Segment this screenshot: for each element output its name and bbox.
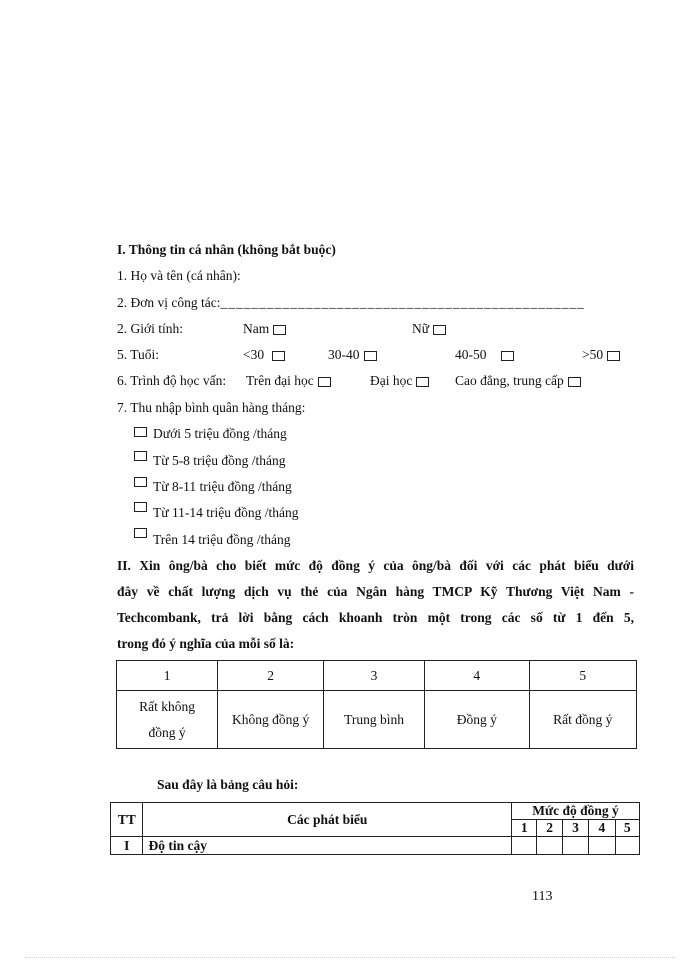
scale-number-row: [117, 661, 637, 691]
age-option-4[interactable]: [582, 347, 620, 363]
income-option-5[interactable]: [134, 532, 291, 548]
rating-cell[interactable]: [512, 837, 537, 855]
income-option-4[interactable]: [134, 505, 299, 521]
income-option-5-label: Trên 14 triệu đồng /tháng: [153, 532, 291, 547]
level-header: 4: [589, 820, 615, 837]
income-option-2[interactable]: [134, 453, 286, 469]
income-option-4-label: Từ 11-14 triệu đồng /tháng: [153, 505, 299, 520]
checkbox-icon[interactable]: [273, 325, 286, 335]
section2-line-1: II. Xin ông/bà cho biết mức độ đồng ý của ông/bà đối với các phát biểu dưới: [117, 558, 634, 573]
rating-cell[interactable]: [615, 837, 639, 855]
income-option-3[interactable]: [134, 479, 292, 495]
section2-line-4: trong đó ý nghĩa của mỗi số là:: [117, 636, 295, 651]
education-option-1-label: Trên đại học: [246, 373, 314, 388]
age-option-3-label: 40-50: [455, 347, 487, 362]
education-option-3-label: Cao đẳng, trung cấp: [455, 373, 564, 388]
section2-line-2: đây về chất lượng dịch vụ thẻ của Ngân hàng TMCP Kỹ Thương Việt Nam -: [117, 584, 634, 599]
rating-cell[interactable]: [589, 837, 615, 855]
row-statement: Độ tin cậy: [143, 837, 512, 855]
age-option-2-label: 30-40: [328, 347, 360, 362]
scale-number: 5: [529, 661, 636, 691]
checkbox-icon[interactable]: [364, 351, 377, 361]
level-header: 1: [512, 820, 537, 837]
questionnaire-intro: Sau đây là bảng câu hỏi:: [157, 777, 299, 792]
row-tt: I: [111, 837, 143, 855]
education-option-1[interactable]: [246, 373, 331, 389]
checkbox-icon[interactable]: [433, 325, 446, 335]
checkbox-icon[interactable]: [134, 451, 147, 461]
workplace-label: 2. Đơn vị công tác:: [117, 295, 221, 310]
checkbox-icon[interactable]: [134, 477, 147, 487]
age-label: 5. Tuổi:: [117, 347, 160, 362]
rating-cell[interactable]: [562, 837, 588, 855]
col-agreement-header: Mức độ đồng ý: [512, 803, 640, 820]
scale-number: 1: [117, 661, 218, 691]
scale-label: Rất đồng ý: [529, 691, 636, 749]
scale-label-row: [117, 691, 637, 749]
scale-number: 3: [324, 661, 425, 691]
level-header: 2: [537, 820, 562, 837]
scale-number: 2: [218, 661, 324, 691]
scale-label: Không đồng ý: [218, 691, 324, 749]
income-option-1-label: Dưới 5 triệu đồng /tháng: [153, 426, 287, 441]
scale-number: 4: [424, 661, 529, 691]
checkbox-icon[interactable]: [318, 377, 331, 387]
rating-cell[interactable]: [537, 837, 562, 855]
income-option-1[interactable]: [134, 426, 287, 442]
income-label: 7. Thu nhập bình quân hàng tháng:: [117, 400, 306, 415]
checkbox-icon[interactable]: [501, 351, 514, 361]
scale-label: Rất không đồng ý: [117, 691, 218, 749]
education-option-2-label: Đại học: [370, 373, 413, 388]
gender-option-male-label: Nam: [243, 321, 270, 336]
checkbox-icon[interactable]: [607, 351, 620, 361]
workplace-blank[interactable]: _______________________________________________: [220, 295, 585, 310]
scale-label: Đồng ý: [424, 691, 529, 749]
section2-line-3: Techcombank, trả lời bằng cách khoanh tròn một trong các số từ 1 đến 5,: [117, 610, 634, 625]
checkbox-icon[interactable]: [134, 502, 147, 512]
gender-option-male[interactable]: [243, 321, 286, 337]
name-field-label: 1. Họ và tên (cá nhân):: [117, 268, 241, 283]
level-header: 5: [615, 820, 639, 837]
workplace-field: [117, 295, 585, 311]
age-option-3[interactable]: [455, 347, 514, 363]
age-option-1-label: <30: [243, 347, 265, 362]
gender-label: 2. Giới tính:: [117, 321, 184, 336]
education-option-2[interactable]: [370, 373, 429, 389]
col-statements-header: Các phát biểu: [143, 803, 512, 837]
col-tt-header: TT: [111, 803, 143, 837]
gender-option-female-label: Nữ: [412, 321, 430, 336]
education-option-3[interactable]: [455, 373, 581, 389]
checkbox-icon[interactable]: [134, 528, 147, 538]
questionnaire-table: [110, 802, 640, 855]
scale-label: Trung bình: [324, 691, 425, 749]
education-label: 6. Trình độ học vấn:: [117, 373, 227, 388]
level-header: 3: [562, 820, 588, 837]
header-row: [111, 803, 640, 820]
age-option-1[interactable]: [243, 347, 285, 363]
age-option-2[interactable]: [328, 347, 377, 363]
table-row: [111, 837, 640, 855]
gender-option-female[interactable]: [412, 321, 446, 337]
income-option-2-label: Từ 5-8 triệu đồng /tháng: [153, 453, 286, 468]
age-option-4-label: >50: [582, 347, 604, 362]
checkbox-icon[interactable]: [568, 377, 581, 387]
checkbox-icon[interactable]: [416, 377, 429, 387]
income-option-3-label: Từ 8-11 triệu đồng /tháng: [153, 479, 292, 494]
section1-title: I. Thông tin cá nhân (không bắt buộc): [117, 242, 336, 257]
page-number: 113: [532, 889, 553, 904]
checkbox-icon[interactable]: [134, 427, 147, 437]
rating-scale-table: [116, 660, 637, 749]
checkbox-icon[interactable]: [272, 351, 285, 361]
page-bottom-divider: [25, 957, 675, 958]
